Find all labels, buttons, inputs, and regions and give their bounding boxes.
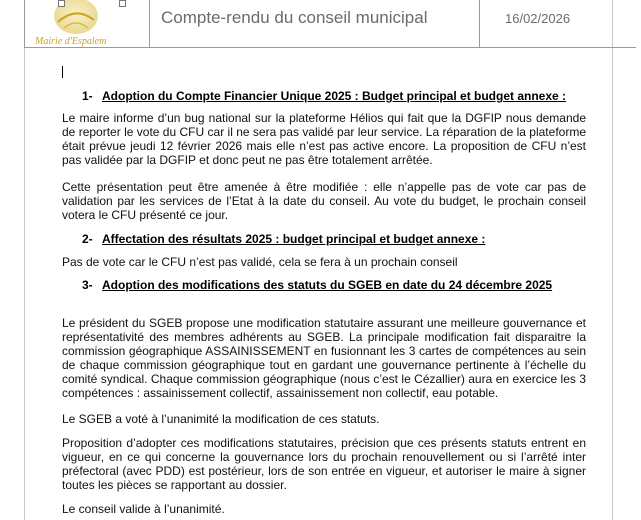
paragraph: Le maire informe d’un bug national sur la plateforme Hélios qui fait que la DGFIP nous demande de reporter le vote du CFU car il ne sera pas validé par leur service. La réparation de la plateforme était prévue jeudi 12 février 2026 mais elle n’est pas active encore. La proposition de CFU n’est pas validée par la DGFIP et donc peut ne pas être totalement arrêtée. <box>62 111 586 167</box>
paragraph: Le président du SGEB propose une modification statutaire assurant une meilleure gouvernance et représentativité des membres adhérents au SGEB. La principale modification fait disparaitre la commission géographique ASSAINISSEMENT en fusionnant les 3 cartes de compétences au sein de chaque commission géographique tout en gardant une gouvernance pertinente à l’échelle du comité syndical. Chaque commission géographique (nous c’est le Cézallier) aura en exercice les 3 compétences : assainissement collectif, assainissement non collectif, eau potable. <box>62 316 586 400</box>
paragraph: Le SGEB a voté à l’unanimité la modification de ces statuts. <box>62 412 380 426</box>
document-title: Compte-rendu du conseil municipal <box>161 8 428 27</box>
section-title: Adoption du Compte Financier Unique 2025 : Budget principal et budget annexe : <box>102 89 567 103</box>
section-heading <box>82 278 552 292</box>
paragraph: Proposition d’adopter ces modifications statutaires, précision que ces présents statuts entrent en vigueur, en ce qui concerne la gouvernance lors du prochain renouvellement ou si l’arrêté inter préfectoral (avec PDD) est postérieur, lors de son entrée en vigueur, et autoriser le maire à signer toutes les pièces se rapportant au dossier. <box>62 436 586 492</box>
paragraph: Le conseil valide à l’unanimité. <box>62 502 225 516</box>
logo-text: Mairie d'Espalem <box>35 36 107 47</box>
image-resize-handle[interactable] <box>119 0 126 7</box>
section-heading <box>82 89 566 103</box>
page-margin-right <box>612 0 613 520</box>
section-number: 2- <box>82 232 93 246</box>
header-cell-separator <box>479 0 480 48</box>
section-title: Adoption des modifications des statuts du SGEB en date du 24 décembre 2025 <box>102 278 553 292</box>
paragraph: Cette présentation peut être amenée à être modifiée : elle n’appelle pas de vote car pas de validation par les services de l’Etat à la date du conseil. Au vote du budget, le prochain conseil votera le CFU présenté ce jour. <box>62 180 586 222</box>
paragraph: Pas de vote car le CFU n’est pas validé, cela se fera à un prochain conseil <box>62 255 458 269</box>
section-number: 1- <box>82 89 93 103</box>
header-cell-separator <box>149 0 150 48</box>
document-date: 16/02/2026 <box>505 11 571 26</box>
image-resize-handle[interactable] <box>58 0 65 7</box>
section-title: Affectation des résultats 2025 : budget principal et budget annexe : <box>102 232 486 246</box>
page-margin-left <box>24 0 25 520</box>
section-heading <box>82 232 485 246</box>
text-cursor <box>62 66 63 78</box>
section-number: 3- <box>82 278 93 292</box>
